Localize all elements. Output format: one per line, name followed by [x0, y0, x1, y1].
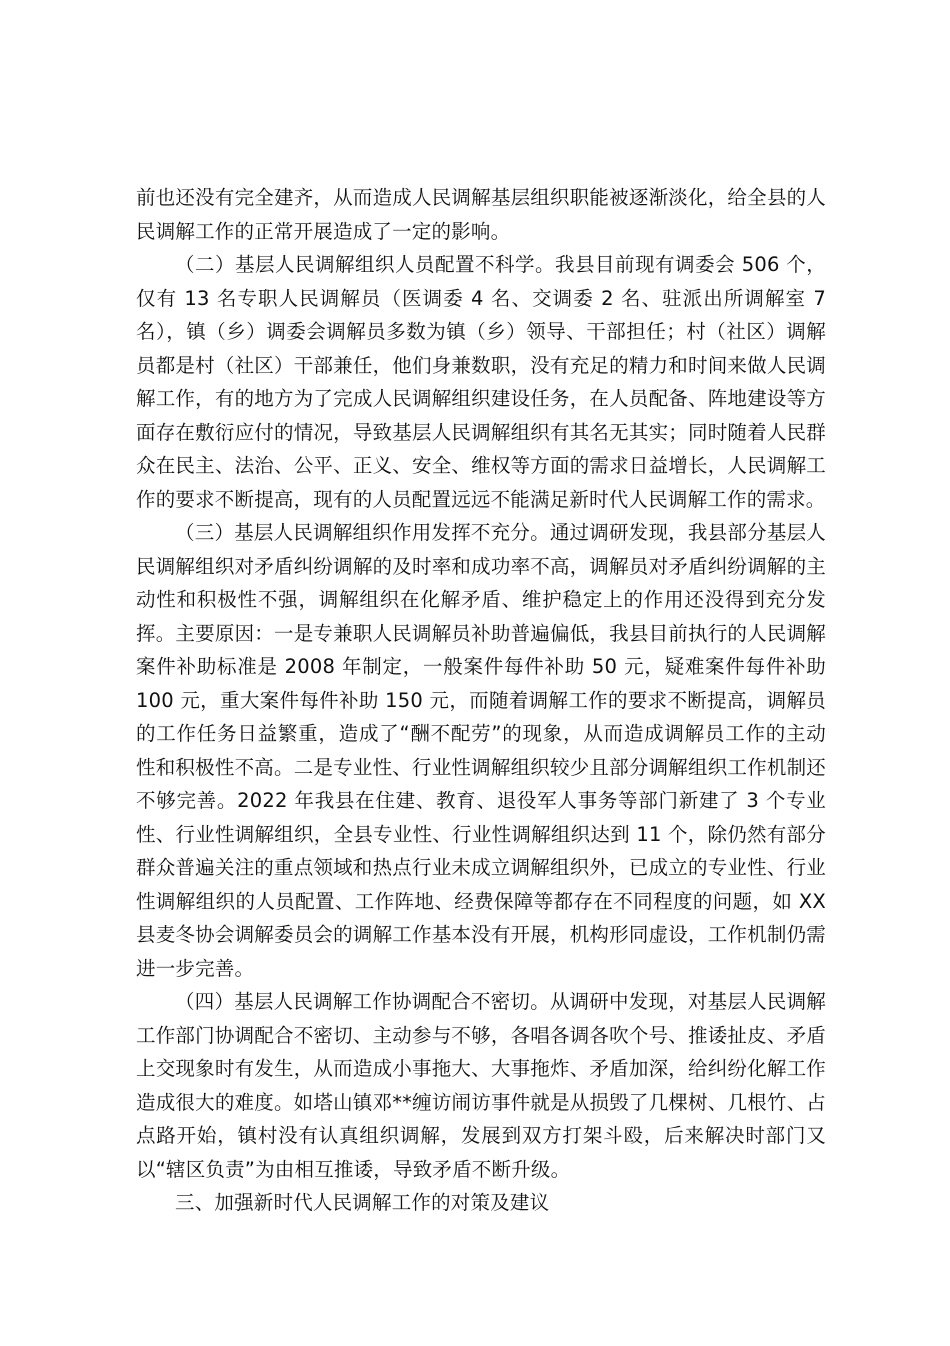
document-body — [136, 181, 826, 1220]
paragraph-section-2: （二）基层人民调解组织人员配置不科学。我县目前现有调委会 506 个，仅有 13 名专职人民调解员（医调委 4 名、交调委 2 名、驻派出所调解室 7 名），镇（乡）调委会调解员多数为镇（乡）领导、干部担任；村（社区）调解员都是村（社区）干部兼任，他们身兼数职，没有充足的精力和时间来做人民调解工作，有的地方为了完成人民调解组织建设任务，在人员配备、阵地建设等方面存在敷衍应付的情况，导致基层人民调解组织有其名无其实；同时随着人民群众在民主、法治、公平、正义、安全、维权等方面的需求日益增长，人民调解工作的要求不断提高，现有的人员配置远远不能满足新时代人民调解工作的需求。 — [136, 253, 826, 511]
paragraph-section-3: （三）基层人民调解组织作用发挥不充分。通过调研发现，我县部分基层人民调解组织对矛盾纠纷调解的及时率和成功率不高，调解员对矛盾纠纷调解的主动性和积极性不强，调解组织在化解矛盾、维护稳定上的作用还没得到充分发挥。主要原因：一是专兼职人民调解员补助普遍偏低，我县目前执行的人民调解案件补助标准是 2008 年制定，一般案件每件补助 50 元，疑难案件每件补助 100 元，重大案件每件补助 150 元，而随着调解工作的要求不断提高，调解员的工作任务日益繁重，造成了“酬不配劳”的现象，从而造成调解员工作的主动性和积极性不高。二是专业性、行业性调解组织较少且部分调解组织工作机制还不够完善。2022 年我县在住建、教育、退役军人事务等部门新建了 3 个专业性、行业性调解组织，全县专业性、行业性调解组织达到 11 个，除仍然有部分群众普遍关注的重点领域和热点行业未成立调解组织外，已成立的专业性、行业性调解组织的人员配置、工作阵地、经费保障等都存在不同程度的问题，如 XX 县麦冬协会调解委员会的调解工作基本没有开展，机构形同虚设，工作机制仍需进一步完善。 — [136, 521, 826, 980]
section-heading: 三、加强新时代人民调解工作的对策及建议 — [175, 1191, 550, 1214]
paragraph-section-4: （四）基层人民调解工作协调配合不密切。从调研中发现，对基层人民调解工作部门协调配合不密切、主动参与不够，各唱各调各吹个号、推诿扯皮、矛盾上交现象时有发生，从而造成小事拖大、大事拖炸、矛盾加深，给纠纷化解工作造成很大的难度。如塔山镇邓**缠访闹访事件就是从损毁了几棵树、几根竹、占点路开始，镇村没有认真组织调解，发展到双方打架斗殴，后来解决时部门又以“辖区负责”为由相互推诿，导致矛盾不断升级。 — [136, 990, 826, 1181]
paragraph-continuation: 前也还没有完全建齐，从而造成人民调解基层组织职能被逐渐淡化，给全县的人民调解工作的正常开展造成了一定的影响。 — [136, 186, 826, 243]
